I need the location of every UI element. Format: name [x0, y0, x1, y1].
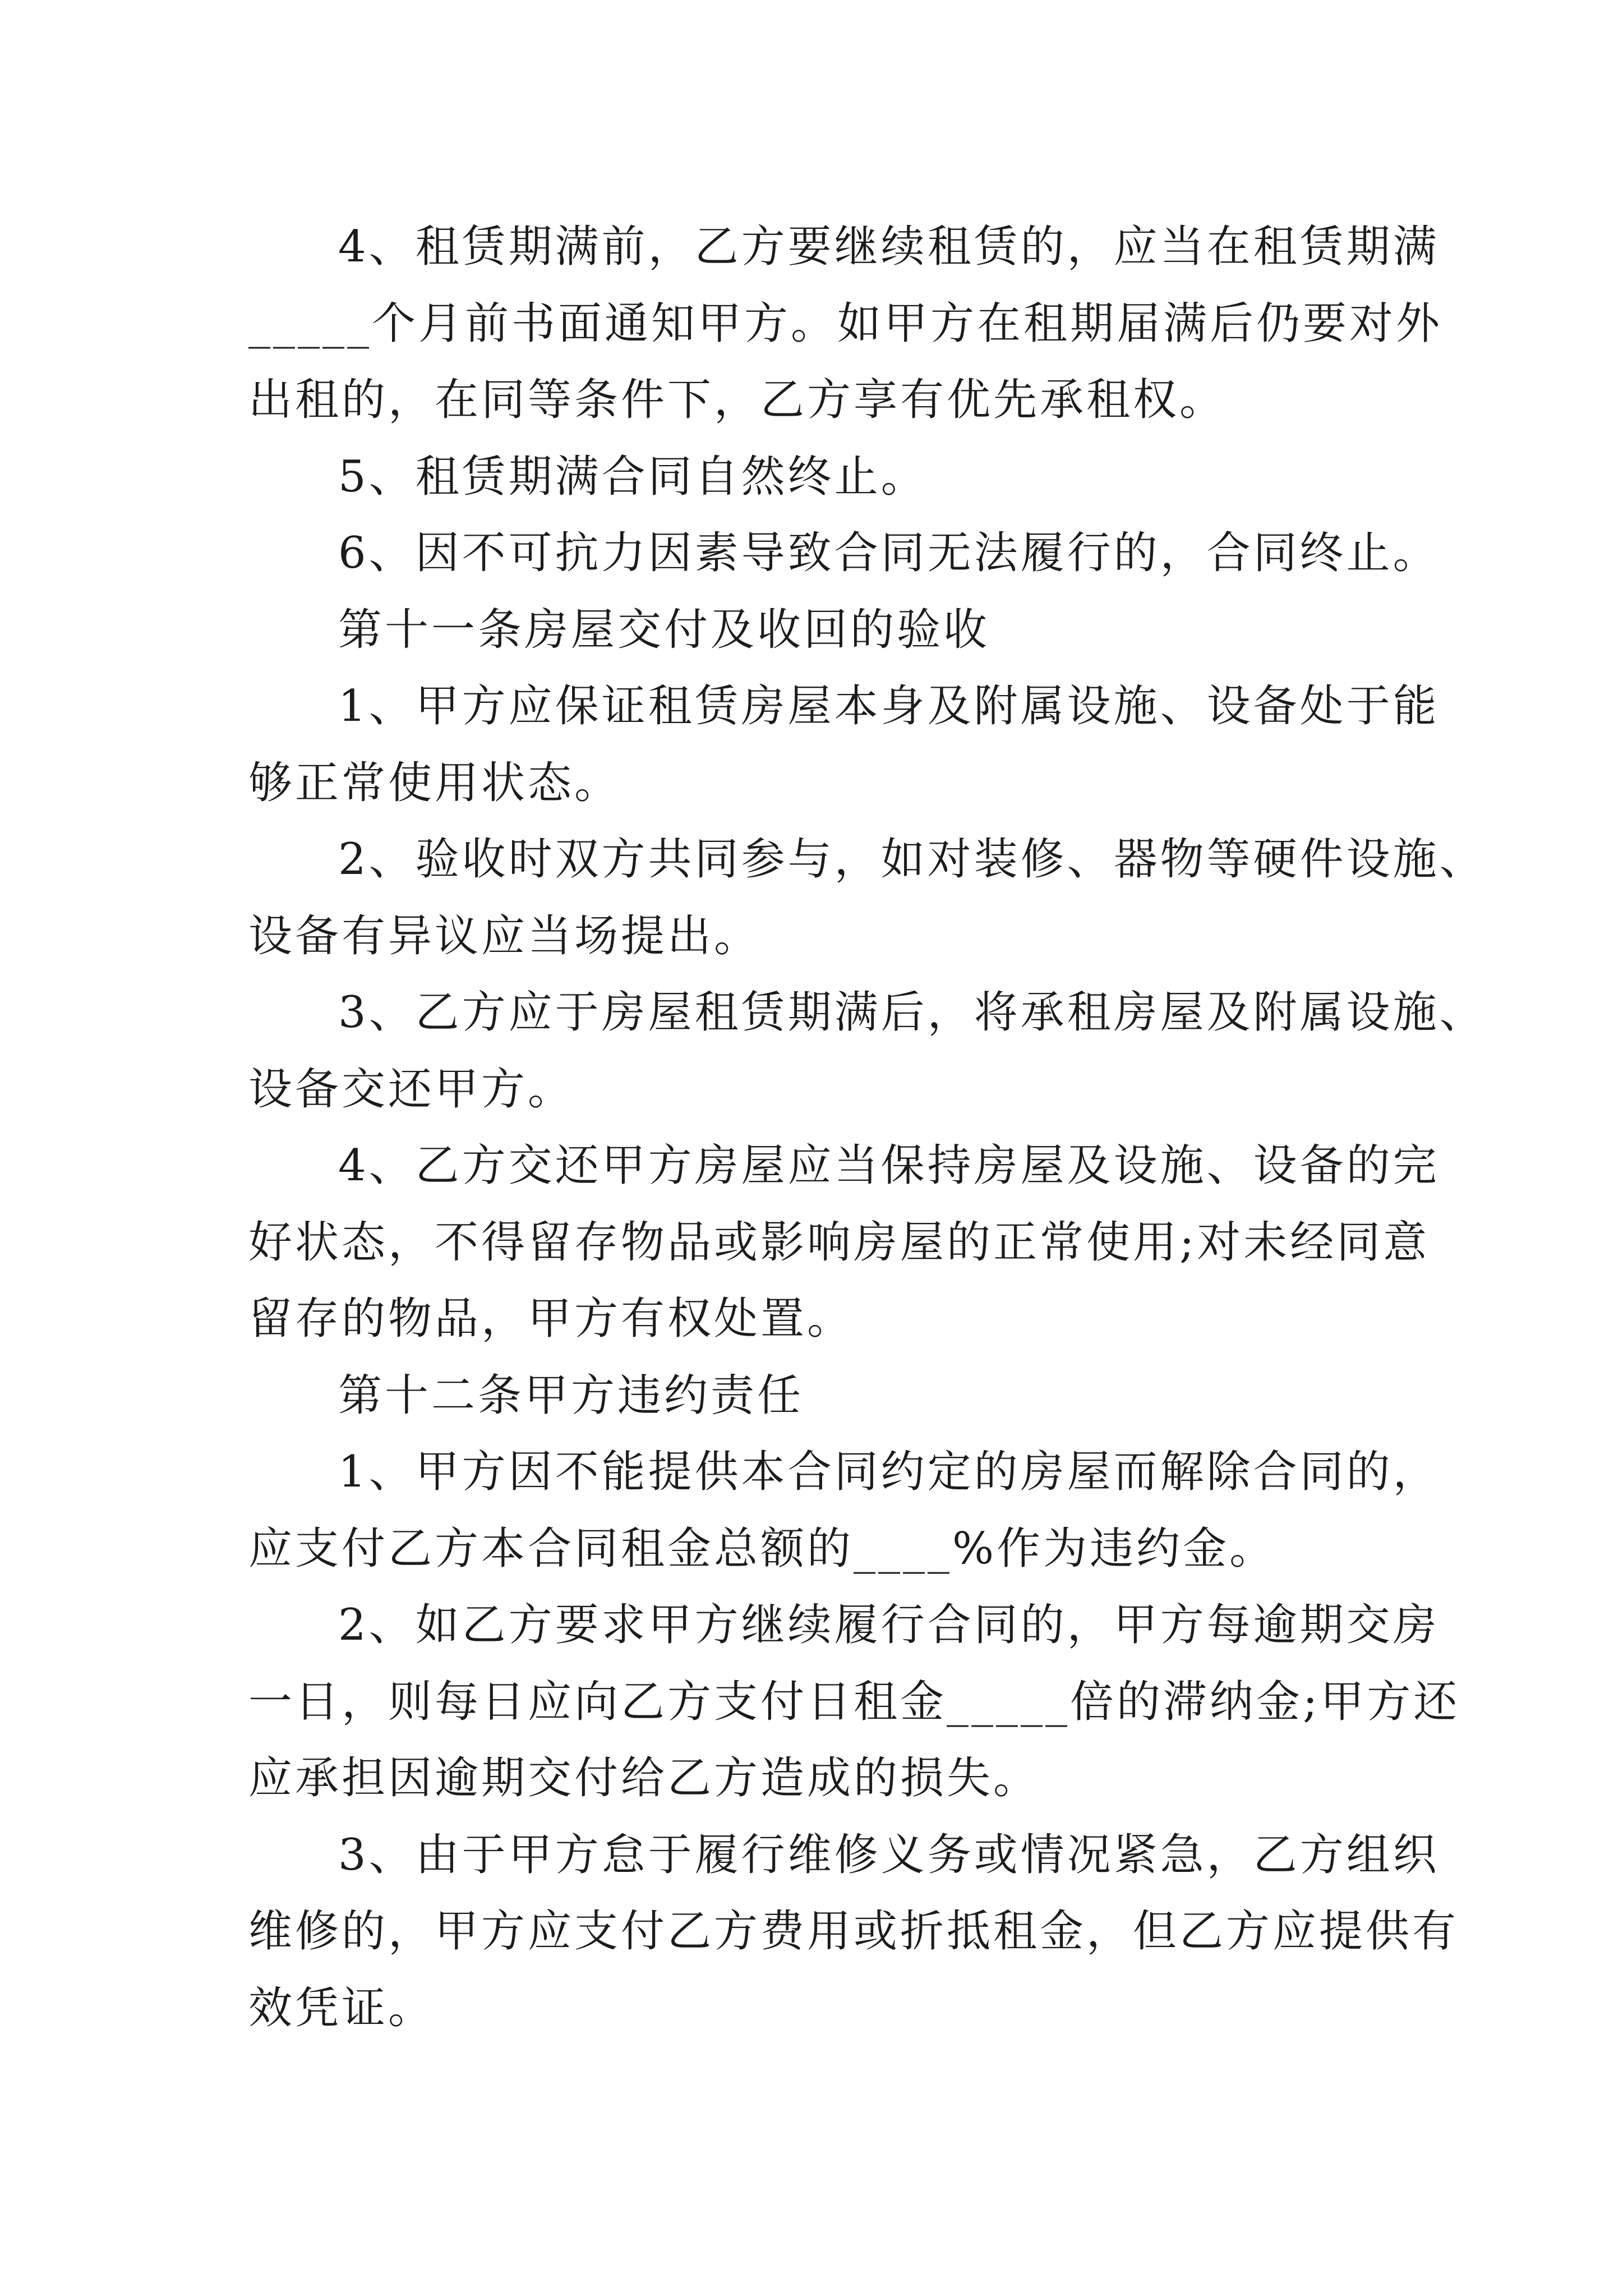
text-line: 2、验收时双方共同参与，如对装修、器物等硬件设施、: [338, 834, 1486, 885]
text-line: 维修的，甲方应支付乙方费用或折抵租金，但乙方应提供有: [248, 1906, 1459, 1957]
text-line: 6、因不可抗力因素导致合同无法履行的，合同终止。: [338, 528, 1440, 578]
text-line: 一日，则每日应向乙方支付日租金_____倍的滞纳金;甲方还: [248, 1676, 1460, 1727]
text-line: 应承担因逾期交付给乙方造成的损失。: [248, 1753, 1040, 1803]
section-heading: 第十二条甲方违约责任: [338, 1370, 804, 1421]
text-line: 5、租赁期满合同自然终止。: [338, 451, 928, 502]
text-line: 出租的，在同等条件下，乙方享有优先承租权。: [248, 375, 1227, 425]
text-line: 设备有异议应当场提出。: [248, 910, 761, 961]
text-line: 1、甲方应保证租赁房屋本身及附属设施、设备处于能: [338, 681, 1440, 731]
text-line: 够正常使用状态。: [248, 757, 621, 808]
text-line: 设备交还甲方。: [248, 1064, 575, 1115]
text-line: 1、甲方因不能提供本合同约定的房屋而解除合同的，: [338, 1447, 1440, 1497]
text-line: 留存的物品，甲方有权处置。: [248, 1294, 854, 1344]
text-line: 效凭证。: [248, 1982, 435, 2033]
text-line: 3、乙方应于房屋租赁期满后，将承租房屋及附属设施、: [338, 987, 1486, 1038]
text-line: 好状态，不得留存物品或影响房屋的正常使用;对未经同意: [248, 1217, 1430, 1268]
text-line: 4、乙方交还甲方房屋应当保持房屋及设施、设备的完: [338, 1140, 1440, 1191]
text-line: 3、由于甲方怠于履行维修义务或情况紧急，乙方组织: [338, 1829, 1440, 1880]
text-line: 应支付乙方本合同租金总额的____%作为违约金。: [248, 1523, 1276, 1574]
section-heading: 第十一条房屋交付及收回的验收: [338, 604, 990, 655]
text-line: _____个月前书面通知甲方。如甲方在租期届满后仍要对外: [248, 298, 1443, 349]
text-line: 4、租赁期满前，乙方要继续租赁的，应当在租赁期满: [338, 222, 1440, 272]
document-body: [248, 209, 1486, 2046]
text-line: 2、如乙方要求甲方继续履行合同的，甲方每逾期交房: [338, 1600, 1440, 1650]
